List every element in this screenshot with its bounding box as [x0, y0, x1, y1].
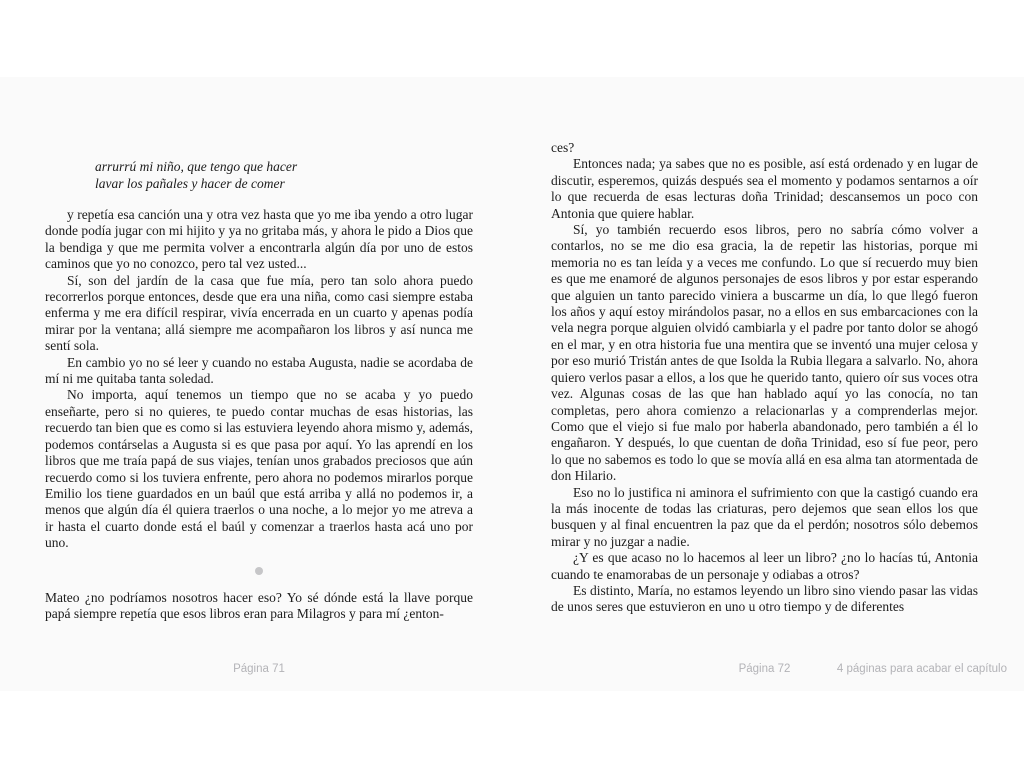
section-break-dot [255, 567, 263, 575]
paragraph: En cambio yo no sé leer y cuando no estaba Augusta, nadie se acordaba de mí ni me quitaba tanta soledad. [45, 354, 473, 387]
book-spread [0, 77, 1024, 691]
paragraph: Es distinto, María, no estamos leyendo un libro sino viendo pasar las vidas de unos seres que estuvieron en uno u otro tiempo y de diferentes [551, 582, 978, 615]
book-page-right[interactable] [551, 140, 978, 616]
section-break [45, 552, 473, 590]
verse-block [95, 158, 473, 192]
paragraph: Entonces nada; ya sabes que no es posible, así está ordenado y en lugar de discutir, esperemos, quizás después sea el momento y podamos sentarnos a oír lo que recuerda de esas lecturas doña Trinidad; descansemos un poco con Antonia que quiere hablar. [551, 156, 978, 221]
paragraph: Sí, son del jardín de la casa que fue mía, pero tan solo ahora puedo recorrerlos porque entonces, desde que era una niña, como casi siempre estaba enferma y me era difícil respirar, vivía encerrada en un cuarto y apenas podía mirar por la ventana; allá siempre me acompañaron los libros y así nunca me sentí sola. [45, 272, 473, 354]
verse-line: lavar los pañales y hacer de comer [95, 176, 285, 191]
page-number-left: Página 71 [233, 663, 285, 675]
page-number-right: Página 72 [738, 663, 791, 675]
continuation-fragment: ces? [551, 140, 575, 155]
verse-line: arrurrú mi niño, que tengo que hacer [95, 159, 298, 174]
paragraph: Mateo ¿no podríamos nosotros hacer eso? Yo sé dónde está la llave porque papá siempre repetía que esos libros eran para Milagros y para mí ¿enton- [45, 589, 473, 621]
paragraph: No importa, aquí tenemos un tiempo que no se acaba y yo puedo enseñarte, pero si no quieres, te puedo contar muchas de esas historias, las recuerdo tan bien que es como si las estuviera leyendo ahora mismo y, además, podemos contárselas a Augusta si es que pasa por aquí. Yo las aprendí en los libros que me traía papá de sus viajes, tenían unos grabados preciosos que aún recuerdo como si los tuviera enfrente, pero ahora no podemos mirarlos porque Emilio los tiene guardados en un baúl que está arriba y allá no podemos ir, a menos que algún día él quiera traerlos o una noche, a lo mejor yo me atreva a ir hasta el cuarto donde está el baúl y comenzar a traerlos hasta acá uno por uno. [45, 387, 473, 551]
chapter-progress: 4 páginas para acabar el capítulo [836, 663, 1007, 675]
paragraph: y repetía esa canción una y otra vez hasta que yo me iba yendo a otro lugar donde podía jugar con mi hijito y ya no gritaba más, y ahora le pido a Dios que la bendiga y que me permita volver a encontrarla algún día por uno de estos caminos que yo no conozco, pero tal vez usted... [45, 207, 473, 272]
paragraph: Eso no lo justifica ni aminora el sufrimiento con que la castigó cuando era la más inocente de todas las criaturas, pero dejemos que sean ellos los que busquen y al final encuentren la paz que da el perdón; nosotros sólo debemos mirar y no juzgar a nadie. [551, 484, 978, 549]
book-page-left[interactable] [45, 140, 473, 622]
paragraph: ¿Y es que acaso no lo hacemos al leer un libro? ¿no lo hacías tú, Antonia cuando te enamorabas de un personaje y odiabas a otros? [551, 550, 978, 582]
paragraph: Sí, yo también recuerdo esos libros, pero no sabría cómo volver a contarlos, no se me dio esa gracia, la de repetir las historias, porque mi memoria no es tan leída y a veces me confundo. Lo que sí recuerdo muy bien es que me enamoré de algunos personajes de esos libros y por estar esperando que alguien un tanto parecido viniera a buscarme un día, lo que llegó fueron los años y aquí estoy mirándolos pasar, no a ellos en sus embarcaciones con la vela negra porque alguien olvidó cambiarla y el padre por tanto dolor se ahogó en el mar, y en otra historia fue una mentira que se inventó una mujer celosa y por eso murió Tristán antes de que Isolda la Rubia llegara a salvarlo. No, ahora quiero verlos pasar a ellos, a los que he querido tanto, quiero oír sus voces otra vez. Algunas cosas de las que han hablado aquí yo las conocía, no tan completas, pero ahora comienzo a relacionarlas y a comprenderlas mejor. Como que el viejo si fue malo por haberla abandonado, pero también a él lo engañaron. Y después, lo que cuentan de doña Trinidad, eso sí fue peor, pero lo que no sabemos es todo lo que se movía allá en esa alma tan atormentada de don Hilario. [551, 222, 978, 484]
